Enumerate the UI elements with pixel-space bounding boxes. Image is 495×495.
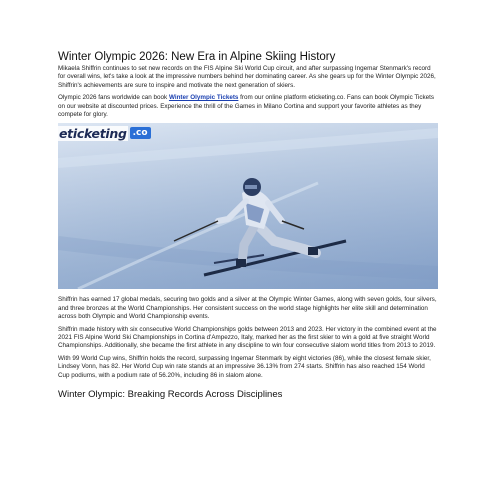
logo-word: eticketing xyxy=(59,125,127,141)
logo-suffix: .co xyxy=(130,127,151,139)
history-paragraph: Shiffrin made history with six consecutive World Championships golds between 2013 and 2023. Her victory in the combined event at the 2021 FIS Alpine World Ski Championships in Cortina d'Ampezzo, Italy, marked her as the first skier to win a gold at five straight World Championships. Additionally, she became the first athlete in any discipline to win four consecutive slalom world titles from 2013 to 2019. xyxy=(58,325,437,350)
eticketing-logo xyxy=(58,125,151,141)
promo-text-after: from our online platform eticketing.co. Fans can book Olympic Tickets on our website at discounted prices. Experience the thrill of the Games in Milano Cortina and support your favorite athletes as they compete for glory. xyxy=(58,94,435,119)
medals-paragraph: Shiffrin has earned 17 global medals, securing two golds and a silver at the Olympic Winter Games, along with seven golds, four silvers, and three bronzes at the World Championships. Her consistent success on the world stage highlights her elite skill and determination across both Olympic and World Championship events. xyxy=(58,296,437,321)
hero-image xyxy=(58,123,438,289)
intro-paragraph: Mikaela Shiffrin continues to set new records on the FIS Alpine Ski World Cup circuit, and after surpassing Ingemar Stenmark's record for overall wins, let's take a look at the impressive numbers behind her dominating career. As she gears up for the Winter Olympic 2026, Shiffrin's achievements are sure to inspire and motivate the next generation of skiers. xyxy=(58,65,436,89)
article xyxy=(58,50,438,401)
section-heading: Winter Olympic: Breaking Records Across Disciplines xyxy=(58,389,283,401)
promo-paragraph xyxy=(58,94,438,119)
skier-photo xyxy=(58,123,438,289)
winter-olympic-tickets-link[interactable]: Winter Olympic Tickets xyxy=(168,94,239,102)
article-title: Winter Olympic 2026: New Era in Alpine Skiing History xyxy=(58,51,336,63)
wins-paragraph: With 99 World Cup wins, Shiffrin holds the record, surpassing Ingemar Stenmark by eight victories (86), while the closest female skier, Lindsey Vonn, has 82. Her World Cup win rate stands at an impressive 36.13% from 274 starts. Shiffrin has also reached 154 World Cup podiums, with a podium rate of 56.20%, including 86 in slalom alone. xyxy=(58,354,431,379)
promo-text-before: Olympic 2026 fans worldwide can book xyxy=(58,94,169,102)
